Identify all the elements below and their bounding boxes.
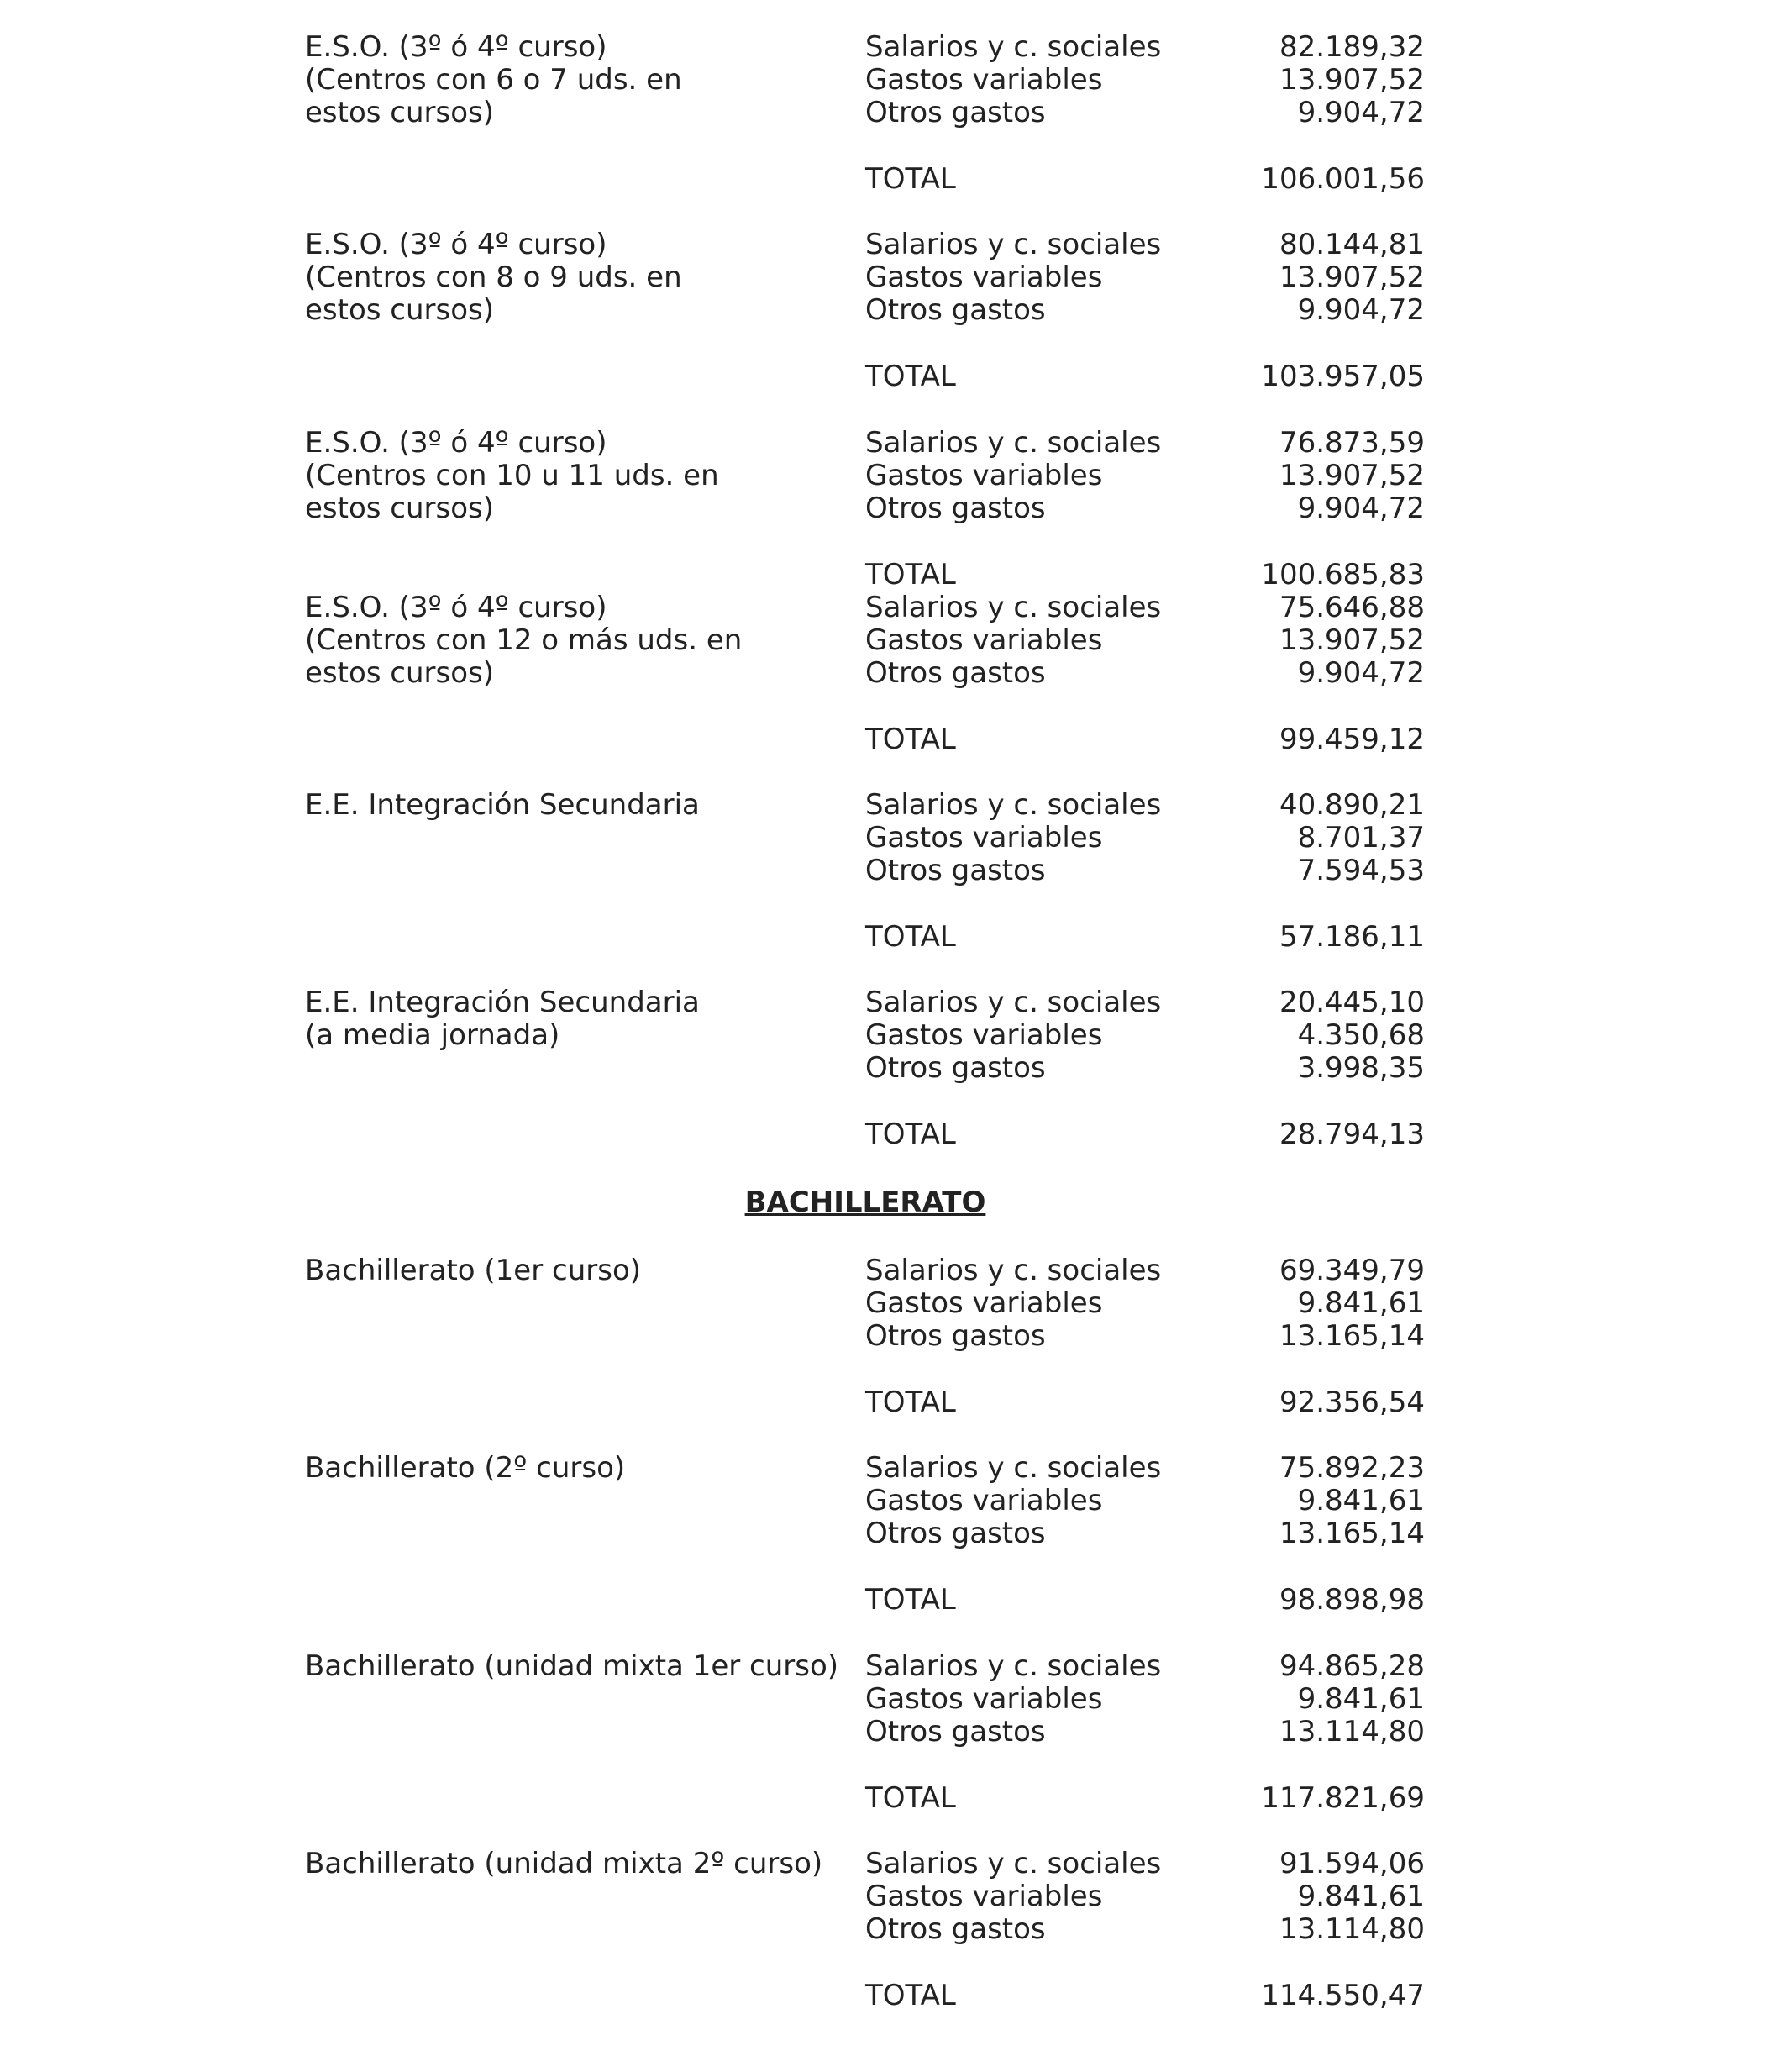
group-label-line: Bachillerato (1er curso) bbox=[305, 1254, 642, 1287]
section-title: BACHILLERATO bbox=[744, 1186, 986, 1219]
total-label: TOTAL bbox=[865, 1118, 956, 1151]
concept-cell: Gastos variables bbox=[865, 1682, 1103, 1716]
group-label-line: E.S.O. (3º ó 4º curso) bbox=[305, 30, 607, 64]
concept-cell: Otros gastos bbox=[865, 492, 1046, 525]
group-label-line: estos cursos) bbox=[305, 656, 495, 690]
concept-cell: Otros gastos bbox=[865, 656, 1046, 690]
amount-cell: 7.594,53 bbox=[1297, 854, 1425, 887]
concept-cell: Otros gastos bbox=[865, 1912, 1046, 1946]
amount-cell: 9.841,61 bbox=[1297, 1286, 1425, 1320]
total-amount: 117.821,69 bbox=[1261, 1781, 1425, 1815]
total-amount: 92.356,54 bbox=[1279, 1386, 1425, 1419]
concept-cell: Salarios y c. sociales bbox=[865, 1847, 1162, 1880]
total-label: TOTAL bbox=[865, 1386, 956, 1419]
amount-cell: 20.445,10 bbox=[1279, 986, 1425, 1019]
amount-cell: 13.907,52 bbox=[1279, 63, 1425, 97]
amount-cell: 4.350,68 bbox=[1297, 1018, 1425, 1052]
concept-cell: Salarios y c. sociales bbox=[865, 1451, 1162, 1485]
total-amount: 106.001,56 bbox=[1261, 162, 1425, 196]
total-amount: 103.957,05 bbox=[1261, 360, 1425, 393]
concept-cell: Otros gastos bbox=[865, 1051, 1046, 1085]
amount-cell: 75.892,23 bbox=[1279, 1451, 1425, 1485]
concept-cell: Otros gastos bbox=[865, 1715, 1046, 1749]
concept-cell: Otros gastos bbox=[865, 1517, 1046, 1550]
concept-cell: Salarios y c. sociales bbox=[865, 591, 1162, 624]
concept-cell: Otros gastos bbox=[865, 293, 1046, 327]
group-label-line: (Centros con 6 o 7 uds. en bbox=[305, 63, 682, 97]
total-amount: 114.550,47 bbox=[1261, 1979, 1425, 2012]
concept-cell: Salarios y c. sociales bbox=[865, 986, 1162, 1019]
group-label-line: (Centros con 12 o más uds. en bbox=[305, 623, 743, 657]
concept-cell: Gastos variables bbox=[865, 459, 1103, 492]
total-label: TOTAL bbox=[865, 1979, 956, 2012]
amount-cell: 13.114,80 bbox=[1279, 1715, 1425, 1749]
amount-cell: 94.865,28 bbox=[1279, 1649, 1425, 1683]
amount-cell: 8.701,37 bbox=[1297, 821, 1425, 855]
group-label-line: E.E. Integración Secundaria bbox=[305, 986, 700, 1019]
concept-cell: Gastos variables bbox=[865, 1286, 1103, 1320]
amount-cell: 13.114,80 bbox=[1279, 1912, 1425, 1946]
amount-cell: 13.907,52 bbox=[1279, 459, 1425, 492]
concept-cell: Salarios y c. sociales bbox=[865, 1254, 1162, 1287]
amount-cell: 13.907,52 bbox=[1279, 623, 1425, 657]
group-label-line: Bachillerato (unidad mixta 2º curso) bbox=[305, 1847, 823, 1880]
group-label-line: Bachillerato (unidad mixta 1er curso) bbox=[305, 1649, 839, 1683]
amount-cell: 40.890,21 bbox=[1279, 788, 1425, 822]
concept-cell: Gastos variables bbox=[865, 623, 1103, 657]
amount-cell: 3.998,35 bbox=[1297, 1051, 1425, 1085]
concept-cell: Otros gastos bbox=[865, 854, 1046, 887]
amount-cell: 9.841,61 bbox=[1297, 1484, 1425, 1517]
amount-cell: 80.144,81 bbox=[1279, 228, 1425, 261]
group-label-line: (a media jornada) bbox=[305, 1018, 560, 1052]
concept-cell: Gastos variables bbox=[865, 63, 1103, 97]
group-label-line: estos cursos) bbox=[305, 492, 495, 525]
group-label-line: E.S.O. (3º ó 4º curso) bbox=[305, 591, 607, 624]
amount-cell: 9.904,72 bbox=[1297, 492, 1425, 525]
total-label: TOTAL bbox=[865, 162, 956, 196]
amount-cell: 13.165,14 bbox=[1279, 1517, 1425, 1550]
total-label: TOTAL bbox=[865, 723, 956, 756]
concept-cell: Salarios y c. sociales bbox=[865, 426, 1162, 460]
total-label: TOTAL bbox=[865, 1583, 956, 1617]
amount-cell: 91.594,06 bbox=[1279, 1847, 1425, 1880]
concept-cell: Otros gastos bbox=[865, 96, 1046, 129]
amount-cell: 9.841,61 bbox=[1297, 1682, 1425, 1716]
amount-cell: 69.349,79 bbox=[1279, 1254, 1425, 1287]
group-label-line: E.S.O. (3º ó 4º curso) bbox=[305, 426, 607, 460]
concept-cell: Salarios y c. sociales bbox=[865, 788, 1162, 822]
concept-cell: Otros gastos bbox=[865, 1319, 1046, 1353]
amount-cell: 13.907,52 bbox=[1279, 260, 1425, 294]
amount-cell: 9.841,61 bbox=[1297, 1880, 1425, 1913]
amount-cell: 9.904,72 bbox=[1297, 656, 1425, 690]
amount-cell: 13.165,14 bbox=[1279, 1319, 1425, 1353]
total-amount: 99.459,12 bbox=[1279, 723, 1425, 756]
group-label-line: (Centros con 8 o 9 uds. en bbox=[305, 260, 682, 294]
concept-cell: Gastos variables bbox=[865, 1880, 1103, 1913]
amount-cell: 82.189,32 bbox=[1279, 30, 1425, 64]
group-label-line: Bachillerato (2º curso) bbox=[305, 1451, 626, 1485]
total-label: TOTAL bbox=[865, 1781, 956, 1815]
group-label-line: E.S.O. (3º ó 4º curso) bbox=[305, 228, 607, 261]
amount-cell: 75.646,88 bbox=[1279, 591, 1425, 624]
total-amount: 28.794,13 bbox=[1279, 1118, 1425, 1151]
amount-cell: 9.904,72 bbox=[1297, 96, 1425, 129]
group-label-line: estos cursos) bbox=[305, 293, 495, 327]
total-amount: 100.685,83 bbox=[1261, 558, 1425, 592]
total-label: TOTAL bbox=[865, 920, 956, 954]
concept-cell: Salarios y c. sociales bbox=[865, 1649, 1162, 1683]
concept-cell: Salarios y c. sociales bbox=[865, 30, 1162, 64]
group-label-line: (Centros con 10 u 11 uds. en bbox=[305, 459, 719, 492]
concept-cell: Gastos variables bbox=[865, 1018, 1103, 1052]
concept-cell: Gastos variables bbox=[865, 821, 1103, 855]
total-amount: 57.186,11 bbox=[1279, 920, 1425, 954]
total-amount: 98.898,98 bbox=[1279, 1583, 1425, 1617]
total-label: TOTAL bbox=[865, 558, 956, 592]
amount-cell: 9.904,72 bbox=[1297, 293, 1425, 327]
amount-cell: 76.873,59 bbox=[1279, 426, 1425, 460]
group-label-line: estos cursos) bbox=[305, 96, 495, 129]
group-label-line: E.E. Integración Secundaria bbox=[305, 788, 700, 822]
concept-cell: Gastos variables bbox=[865, 260, 1103, 294]
total-label: TOTAL bbox=[865, 360, 956, 393]
concept-cell: Salarios y c. sociales bbox=[865, 228, 1162, 261]
concept-cell: Gastos variables bbox=[865, 1484, 1103, 1517]
